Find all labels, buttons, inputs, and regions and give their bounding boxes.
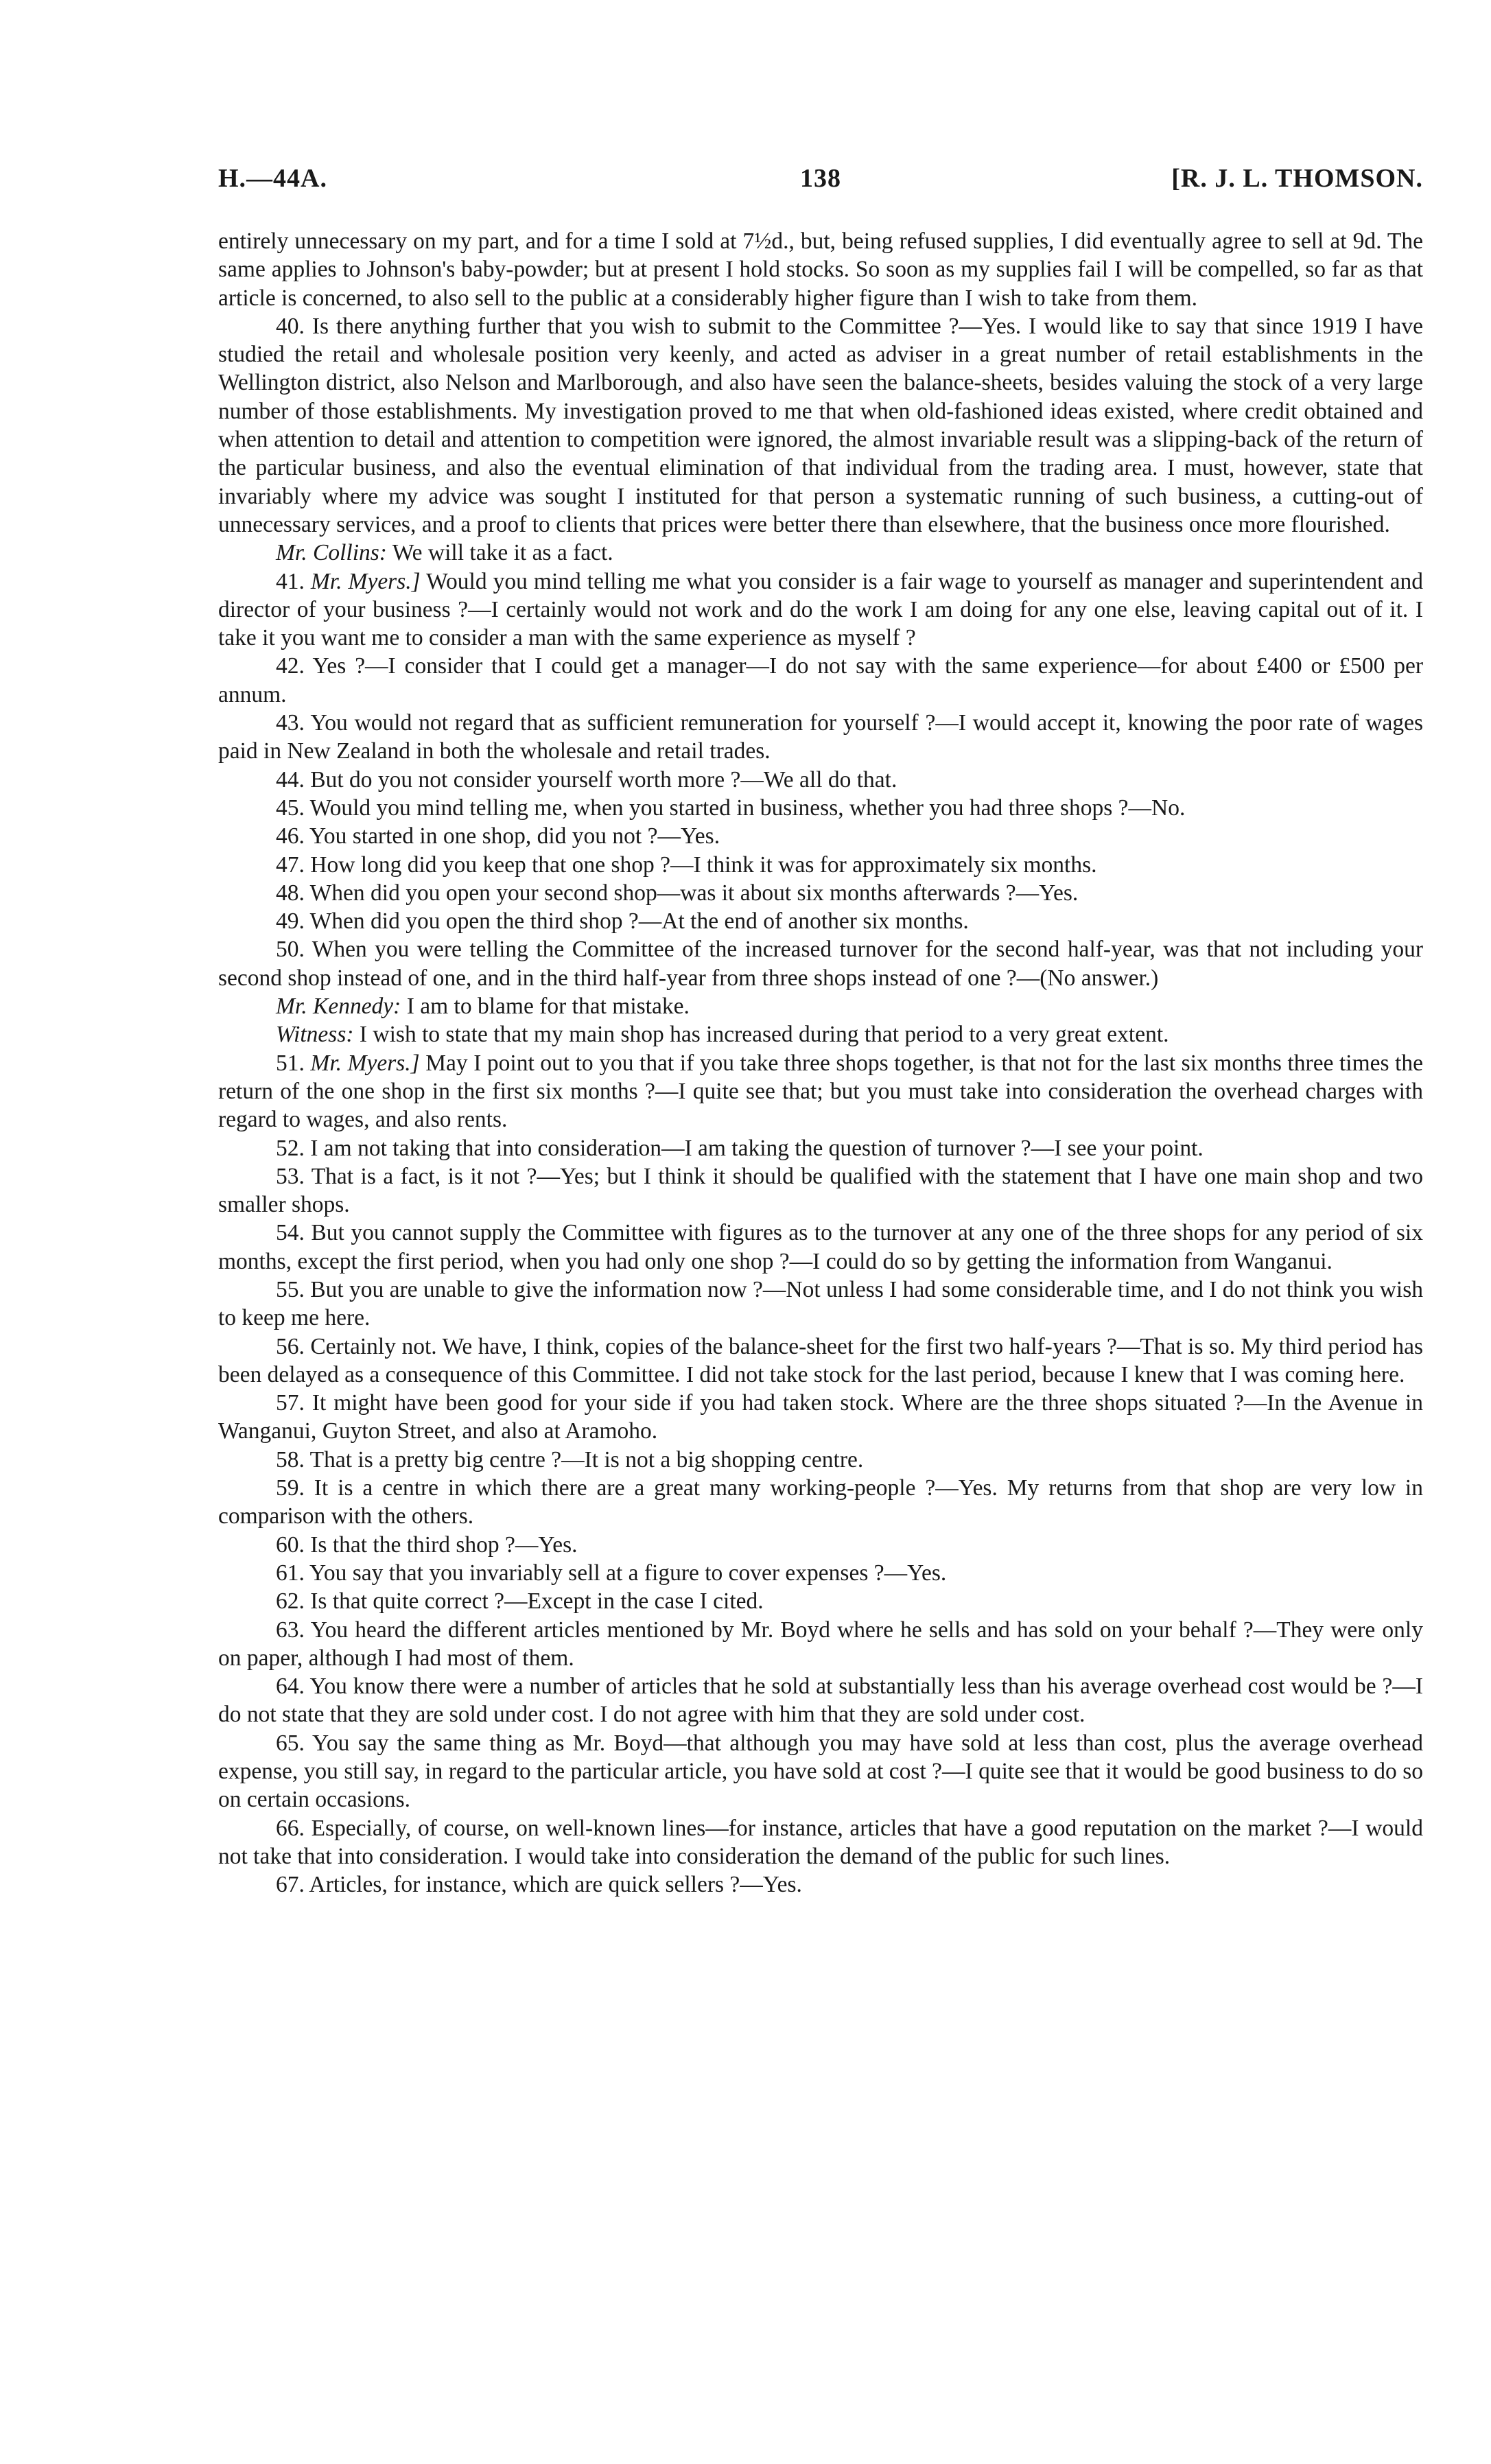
speaker-label: Mr. Myers.] xyxy=(310,1050,420,1076)
paragraph-44: 44. But do you not consider yourself worth more ?—We all do that. xyxy=(276,766,897,793)
paragraph-kennedy: Mr. Kennedy: I am to blame for that mistake. xyxy=(276,994,690,1020)
paragraph-continued: entirely unnecessary on my part, and for a time I sold at 7½d., but, being refused supplies, I did eventually agree to sell at 9d. The same applies to Johnson's baby-powder; but at present I hold stocks. So soon as my supplies fail I will be compelled, so far as that article is concerned, to also sell to the public at a considerably higher figure than I wish to take from them. xyxy=(218,228,1423,311)
page-header xyxy=(218,163,1423,204)
paragraph-62: 62. Is that quite correct ?—Except in the case I cited. xyxy=(276,1588,764,1615)
paragraph-50: 50. When you were telling the Committee of the increased turnover for the second half-year, was that not including your second shop instead of one, and in the third half-year from three shops instead of one ?—(No answer.) xyxy=(218,937,1423,991)
paragraph-59: 59. It is a centre in which there are a great many working-people ?—Yes. My returns from that shop are very low in comparison with the others. xyxy=(218,1475,1423,1529)
paragraph-52: 52. I am not taking that into consideration—I am taking the question of turnover ?—I see your point. xyxy=(276,1135,1204,1161)
paragraph-58: 58. That is a pretty big centre ?—It is not a big shopping centre. xyxy=(276,1446,864,1472)
paragraph-48: 48. When did you open your second shop—was it about six months afterwards ?—Yes. xyxy=(276,880,1079,906)
witness-name: [R. J. L. THOMSON. xyxy=(1171,164,1423,193)
paragraph-41: 41. Mr. Myers.] Would you mind telling me what you consider is a fair wage to yourself as manager and superintendent and director of your business ?—I certainly would not work and do the work I am doing for any one else, leaving capital out of it. I take it you want me to consider a man with the same experience as myself ? xyxy=(218,568,1424,651)
paragraph-45: 45. Would you mind telling me, when you started in business, whether you had three shops ?—No. xyxy=(276,795,1186,821)
paragraph-collins: Mr. Collins: We will take it as a fact. xyxy=(276,540,613,566)
paragraph-65: 65. You say the same thing as Mr. Boyd—that although you may have sold at less than cost, plus the average overhead expense, you still say, in regard to the particular article, you have sold at cost ?—I quite see that it would be good business to do so on certain occasions. xyxy=(218,1730,1423,1813)
paragraph-57: 57. It might have been good for your side if you had taken stock. Where are the three shops situated ?—In the Avenue in Wanganui, Guyton Street, and also at Aramoho. xyxy=(218,1390,1423,1444)
document-reference: H.—44A. xyxy=(218,164,327,193)
paragraph-67: 67. Articles, for instance, which are quick sellers ?—Yes. xyxy=(276,1872,802,1898)
page-body xyxy=(218,227,1423,1899)
paragraph-42: 42. Yes ?—I consider that I could get a manager—I do not say with the same experience—for about £400 or £500 per annum. xyxy=(218,653,1423,707)
paragraph-66: 66. Especially, of course, on well-known lines—for instance, articles that have a good reputation on the market ?—I would not take that into consideration. I would take into consideration the demand of the public for such lines. xyxy=(218,1815,1423,1869)
paragraph-49: 49. When did you open the third shop ?—At the end of another six months. xyxy=(276,908,969,935)
speaker-label: Witness: xyxy=(276,1022,354,1048)
paragraph-46: 46. You started in one shop, did you not ?—Yes. xyxy=(276,823,720,849)
page-number: 138 xyxy=(800,164,841,193)
paragraph-47: 47. How long did you keep that one shop ?—I think it was for approximately six months. xyxy=(276,852,1097,878)
paragraph-64: 64. You know there were a number of articles that he sold at substantially less than his average overhead cost would be ?—I do not state that they are sold under cost. I do not agree with him that they are sold under cost. xyxy=(218,1674,1423,1728)
paragraph-61: 61. You say that you invariably sell at a figure to cover expenses ?—Yes. xyxy=(276,1560,947,1586)
paragraph-56: 56. Certainly not. We have, I think, copies of the balance-sheet for the first two half-years ?—That is so. My third period has been delayed as a consequence of this Committee. I did not take stock for the last period, because I knew that I was coming here. xyxy=(218,1333,1423,1387)
paragraph-43: 43. You would not regard that as sufficient remuneration for yourself ?—I would accept it, knowing the poor rate of wages paid in New Zealand in both the wholesale and retail trades. xyxy=(218,710,1423,764)
paragraph-53: 53. That is a fact, is it not ?—Yes; but I think it should be qualified with the statement that I have one main shop and two smaller shops. xyxy=(218,1163,1423,1218)
paragraph-63: 63. You heard the different articles mentioned by Mr. Boyd where he sells and has sold on your behalf ?—They were only on paper, although I had most of them. xyxy=(218,1617,1423,1671)
paragraph-51: 51. Mr. Myers.] May I point out to you that if you take three shops together, is that not for the last six months three times the return of the one shop in the first six months ?—I quite see that; but you must take into consideration the overhead charges with regard to wages, and also rents. xyxy=(218,1050,1424,1133)
speaker-label: Mr. Kennedy: xyxy=(276,994,401,1020)
speaker-label: Mr. Myers.] xyxy=(310,568,421,594)
paragraph-54: 54. But you cannot supply the Committee with figures as to the turnover at any one of the three shops for any period of six months, except the first period, when you had only one shop ?—I could do so by getting the information from Wanganui. xyxy=(218,1220,1423,1274)
paragraph-witness: Witness: I wish to state that my main shop has increased during that period to a very great extent. xyxy=(276,1022,1169,1048)
speaker-label: Mr. Collins: xyxy=(276,540,387,566)
paragraph-40: 40. Is there anything further that you wish to submit to the Committee ?—Yes. I would like to say that since 1919 I have studied the retail and wholesale position very keenly, and acted as adviser in a great number of retail establishments in the Wellington district, also Nelson and Marlborough, and also have seen the balance-sheets, besides valuing the stock of a very large number of those establishments. My investigation proved to me that when old-fashioned ideas existed, where credit obtained and when attention to detail and attention to competition were ignored, the almost invariable result was a slipping-back of the return of the particular business, and also the eventual elimination of that individual from the trading area. I must, however, state that invariably where my advice was sought I instituted for that person a systematic running of such business, a cutting-out of unnecessary services, and a proof to clients that prices were better there than elsewhere, that the business once more flourished. xyxy=(218,313,1423,537)
paragraph-55: 55. But you are unable to give the information now ?—Not unless I had some considerable time, and I do not think you wish to keep me here. xyxy=(218,1276,1423,1331)
paragraph-60: 60. Is that the third shop ?—Yes. xyxy=(276,1532,578,1558)
